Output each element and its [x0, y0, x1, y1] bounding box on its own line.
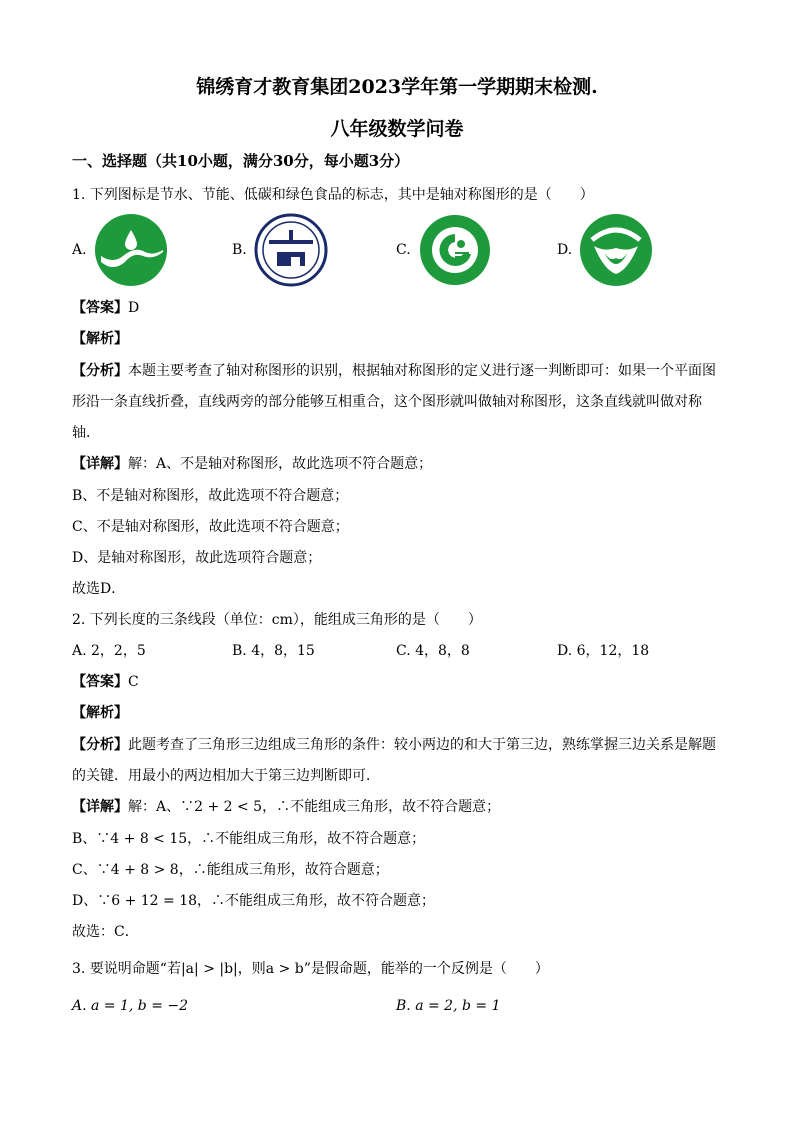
- q3-option-b: B. a = 2, b = 1: [396, 998, 501, 1014]
- q1-option-c: [396, 212, 493, 288]
- q1-answer: [72, 297, 139, 317]
- q3-stem: 3. 要说明命题“若|a| > |b|，则a > b”是假命题，能举的一个反例是（ ）: [72, 961, 549, 977]
- q1-option-c-label: C.: [396, 242, 411, 258]
- exam-title: 锦绣育才教育集团2023学年第一学期期末检测.: [196, 76, 598, 98]
- q1-option-a: [72, 212, 169, 288]
- q1-detail-line-2: B、不是轴对称图形，故此选项不符合题意；: [72, 488, 349, 504]
- low-carbon-logo-icon: [417, 212, 493, 288]
- q2-stem: 2. 下列长度的三条线段（单位：cm），能组成三角形的是（ ）: [72, 612, 482, 628]
- q1-option-b-label: B.: [232, 242, 247, 258]
- q1-fenxi-text-1: 本题主要考查了轴对称图形的识别，根据轴对称图形的定义进行逐一判断即可：如果一个平面图: [128, 363, 716, 379]
- q1-detail-line-4: D、是轴对称图形，故此选项符合题意；: [72, 550, 322, 566]
- q1-detail-line-5: 故选D．: [72, 581, 126, 597]
- q1-option-d: [557, 212, 654, 288]
- exam-subtitle: 八年级数学问卷: [330, 118, 464, 140]
- q1-detail-line-1: [72, 453, 432, 473]
- q1-detail-line-3: C、不是轴对称图形，故此选项不符合题意；: [72, 519, 349, 535]
- q2-answer-value: C: [128, 674, 139, 690]
- q2-option-d: D. 6，12，18: [557, 643, 650, 659]
- q2-answer: [72, 671, 139, 691]
- water-saving-logo-icon: [93, 212, 169, 288]
- q2-detail-line-4: D、∵6 + 12 = 18，∴不能组成三角形，故不符合题意；: [72, 893, 436, 909]
- q2-detail-line-5: 故选：C．: [72, 924, 139, 940]
- q2-fenxi-line-2: 的关键．用最小的两边相加大于第三边判断即可．: [72, 768, 380, 784]
- q1-detail-text-1: 解：A、不是轴对称图形，故此选项不符合题意；: [128, 456, 433, 472]
- q2-detail-line-1: [72, 796, 500, 816]
- xiangjie-tag: 【详解】: [72, 456, 128, 472]
- q2-option-b: B. 4，8，15: [232, 643, 315, 659]
- answer-tag: 【答案】: [72, 300, 128, 316]
- q1-fenxi-line-3: 轴．: [72, 425, 100, 441]
- q2-option-a: A. 2，2，5: [72, 643, 146, 659]
- q1-fenxi-line-1: [72, 360, 716, 380]
- q1-answer-value: D: [128, 300, 140, 316]
- q3-option-a: A. a = 1, b = −2: [72, 998, 189, 1014]
- energy-saving-logo-icon: [253, 212, 329, 288]
- fenxi-tag: 【分析】: [72, 737, 128, 753]
- section-heading: 一、选择题（共10小题，满分30分，每小题3分）: [72, 152, 410, 170]
- green-food-logo-icon: [578, 212, 654, 288]
- q2-fenxi-text-1: 此题考查了三角形三边组成三角形的条件：较小两边的和大于第三边，熟练掌握三边关系是解题: [128, 737, 716, 753]
- q2-detail-text-1: 解：A、∵2 + 2 < 5，∴不能组成三角形，故不符合题意；: [128, 799, 501, 815]
- q2-analysis-tag: 【解析】: [72, 705, 128, 721]
- q1-analysis-tag: 【解析】: [72, 331, 128, 347]
- q1-option-a-label: A.: [72, 242, 87, 258]
- q1-option-b: [232, 212, 329, 288]
- q2-detail-line-3: C、∵4 + 8 > 8，∴能组成三角形，故符合题意；: [72, 862, 389, 878]
- q1-option-d-label: D.: [557, 242, 573, 258]
- answer-tag: 【答案】: [72, 674, 128, 690]
- fenxi-tag: 【分析】: [72, 363, 128, 379]
- q2-fenxi-line-1: [72, 734, 716, 754]
- q2-option-c: C. 4，8，8: [396, 643, 470, 659]
- q1-stem: 1. 下列图标是节水、节能、低碳和绿色食品的标志，其中是轴对称图形的是（ ）: [72, 187, 594, 203]
- q2-detail-line-2: B、∵4 + 8 < 15，∴不能组成三角形，故不符合题意；: [72, 831, 426, 847]
- xiangjie-tag: 【详解】: [72, 799, 128, 815]
- q1-fenxi-line-2: 形沿一条直线折叠，直线两旁的部分能够互相重合，这个图形就叫做轴对称图形，这条直线就叫做对称: [72, 394, 702, 410]
